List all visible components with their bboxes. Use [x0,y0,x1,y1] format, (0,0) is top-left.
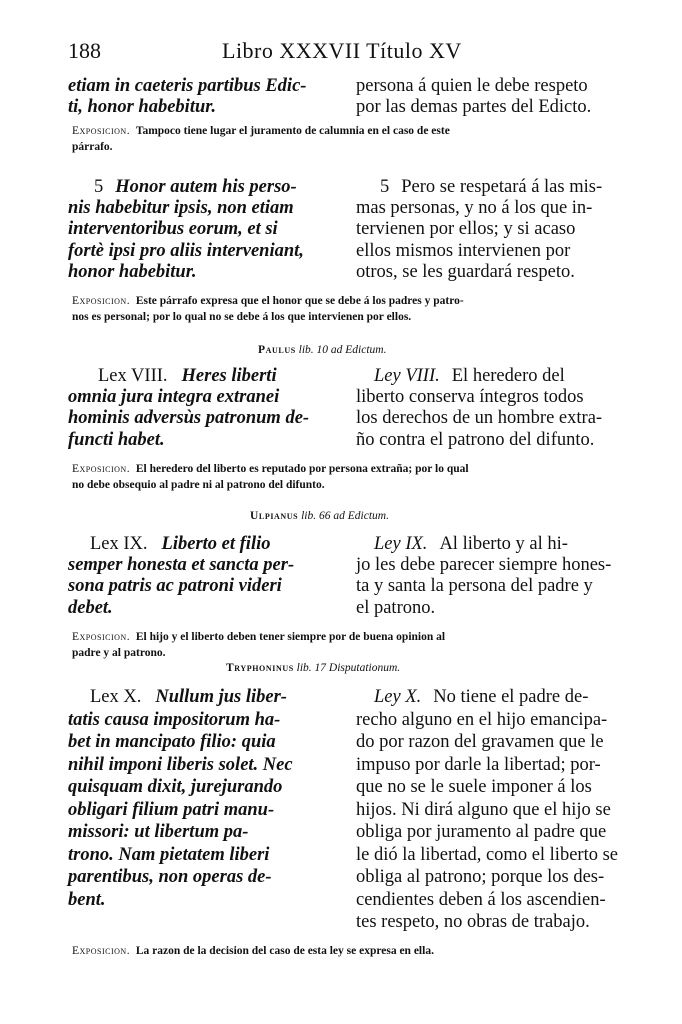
spanish-line: el patrono. [356,597,436,618]
jurist-name: Paulus [258,344,296,356]
exposicion-note [72,630,620,661]
spanish-line: cendientes deben á los ascendien- [356,889,606,910]
source-reference: lib. 17 Disputationum. [296,662,401,674]
spanish-line: ta y santa la persona del padre y [356,576,593,597]
latin-lex-10 [68,686,340,911]
source-attribution [226,662,400,674]
latin-line: missori: ut libertum pa- [68,822,249,842]
latin-line: nihil imponi liberis solet. Nec [68,754,293,775]
exposicion-line: no debe obsequio al padre ni al patrono del difunto. [72,478,325,491]
exposicion-note [72,944,620,960]
jurist-name: Ulpianus [250,510,299,522]
spanish-line: obliga por juramento al padre que [356,822,607,842]
exposicion-line: Tampoco tiene lugar el juramento de calumnia en el caso de este [135,125,450,137]
spanish-ley-9 [356,534,626,619]
exposicion-line: nos es personal; por lo qual no se debe á los que intervienen por ellos. [72,310,412,323]
spanish-line: hijos. Ni dirá alguno que el hijo se [356,799,611,820]
spanish-column-continuation [356,76,626,118]
ley-heading: Ley X. [374,687,422,707]
latin-line: Honor autem his perso- [115,177,297,197]
spanish-ley-10 [356,686,626,934]
exposicion-line: La razon de la decision del caso de esta ley se expresa en ella. [135,945,434,957]
spanish-line: recho alguno en el hijo emancipa- [356,709,608,730]
spanish-line: obliga al patrono; porque los des- [356,867,605,887]
latin-line: trono. Nam pietatem liberi [68,844,270,865]
exposicion-line: párrafo. [72,140,113,153]
latin-line: nis habebitur ipsis, non etiam [68,198,294,219]
paragraph-number: 5 [94,177,104,197]
exposicion-line: padre y al patrono. [72,646,166,659]
exposicion-label: Exposicion. [72,945,131,957]
exposicion-label: Exposicion. [72,125,131,137]
latin-line: Liberto et filio [161,534,271,554]
lex-heading: Lex X. [90,687,142,707]
spanish-line: los derechos de un hombre extra- [356,408,603,429]
spanish-line: otros, se les guardará respeto. [356,261,575,282]
exposicion-note [72,294,620,325]
ley-heading: Ley VIII. [374,366,440,386]
jurist-name: Tryphoninus [226,662,294,674]
exposicion-note [72,124,620,155]
spanish-line: do por razon del gravamen que le [356,732,604,752]
ley-heading: Ley IX. [374,534,428,554]
latin-line: quisquam dixit, jurejurando [68,777,283,797]
latin-line: tatis causa impositorum ha- [68,709,281,730]
running-head: Libro XXXVII Título XV [222,38,462,63]
latin-line: bet in mancipato filio: quia [68,732,276,752]
spanish-paragraph-5 [356,177,626,283]
latin-line: sona patris ac patroni videri [68,576,282,597]
spanish-line: que no se le suele imponer á los [356,777,592,797]
lex-heading: Lex IX. [90,534,148,554]
spanish-line: El heredero del [451,366,565,386]
spanish-line: mas personas, y no á los que in- [356,198,593,219]
latin-line: honor habebitur. [68,261,197,282]
latin-line: Heres liberti [181,366,277,386]
exposicion-note [72,462,620,493]
spanish-line: persona á quien le debe respeto [356,76,588,96]
spanish-line: jo les debe parecer siempre hones- [356,555,612,576]
spanish-ley-8 [356,366,626,451]
source-reference: lib. 66 ad Edictum. [301,510,389,522]
latin-line: functi habet. [68,429,165,450]
latin-lex-8 [68,366,340,451]
latin-line: semper honesta et sancta per- [68,555,295,576]
exposicion-line: Este párrafo expresa que el honor que se debe á los padres y patro- [135,295,464,307]
latin-line: etiam in caeteris partibus Edic- [68,76,307,96]
page-number: 188 [68,38,101,63]
lex-heading: Lex VIII. [98,366,168,386]
source-attribution [258,344,386,356]
latin-line: hominis adversùs patronum de- [68,408,310,429]
spanish-line: impuso por darle la libertad; por- [356,754,601,775]
spanish-line: liberto conserva íntegros todos [356,387,584,408]
latin-lex-9 [68,534,340,619]
latin-line: parentibus, non operas de- [68,867,272,887]
exposicion-label: Exposicion. [72,295,131,307]
spanish-line: tes respeto, no obras de trabajo. [356,912,590,932]
exposicion-label: Exposicion. [72,631,131,643]
latin-line: Nullum jus liber- [155,687,287,707]
exposicion-label: Exposicion. [72,463,131,475]
spanish-line: ellos mismos intervienen por [356,240,571,261]
latin-line: omnia jura integra extranei [68,387,280,408]
spanish-line: le dió la libertad, como el liberto se [356,844,618,865]
exposicion-line: El heredero del liberto es reputado por persona extraña; por lo qual [135,463,469,475]
exposicion-line: El hijo y el liberto deben tener siempre por de buena opinion al [135,631,446,643]
spanish-line: Pero se respetará á las mis- [401,177,603,197]
latin-line: interventoribus eorum, et si [68,219,278,240]
latin-line: ti, honor habebitur. [68,97,217,118]
source-attribution [250,510,389,522]
latin-column-continuation [68,76,340,118]
latin-line: obligari filium patri manu- [68,799,275,820]
source-reference: lib. 10 ad Edictum. [298,344,387,356]
spanish-line: por las demas partes del Edicto. [356,97,592,118]
spanish-line: ño contra el patrono del difunto. [356,429,595,450]
spanish-line: Al liberto y al hi- [439,534,568,554]
latin-paragraph-5 [68,177,340,283]
latin-line: fortè ipsi pro aliis interveniant, [68,240,304,261]
latin-line: bent. [68,889,106,910]
latin-line: debet. [68,597,113,618]
spanish-line: tervienen por ellos; y si acaso [356,219,576,240]
spanish-line: No tiene el padre de- [433,687,589,707]
paragraph-number: 5 [380,177,390,197]
